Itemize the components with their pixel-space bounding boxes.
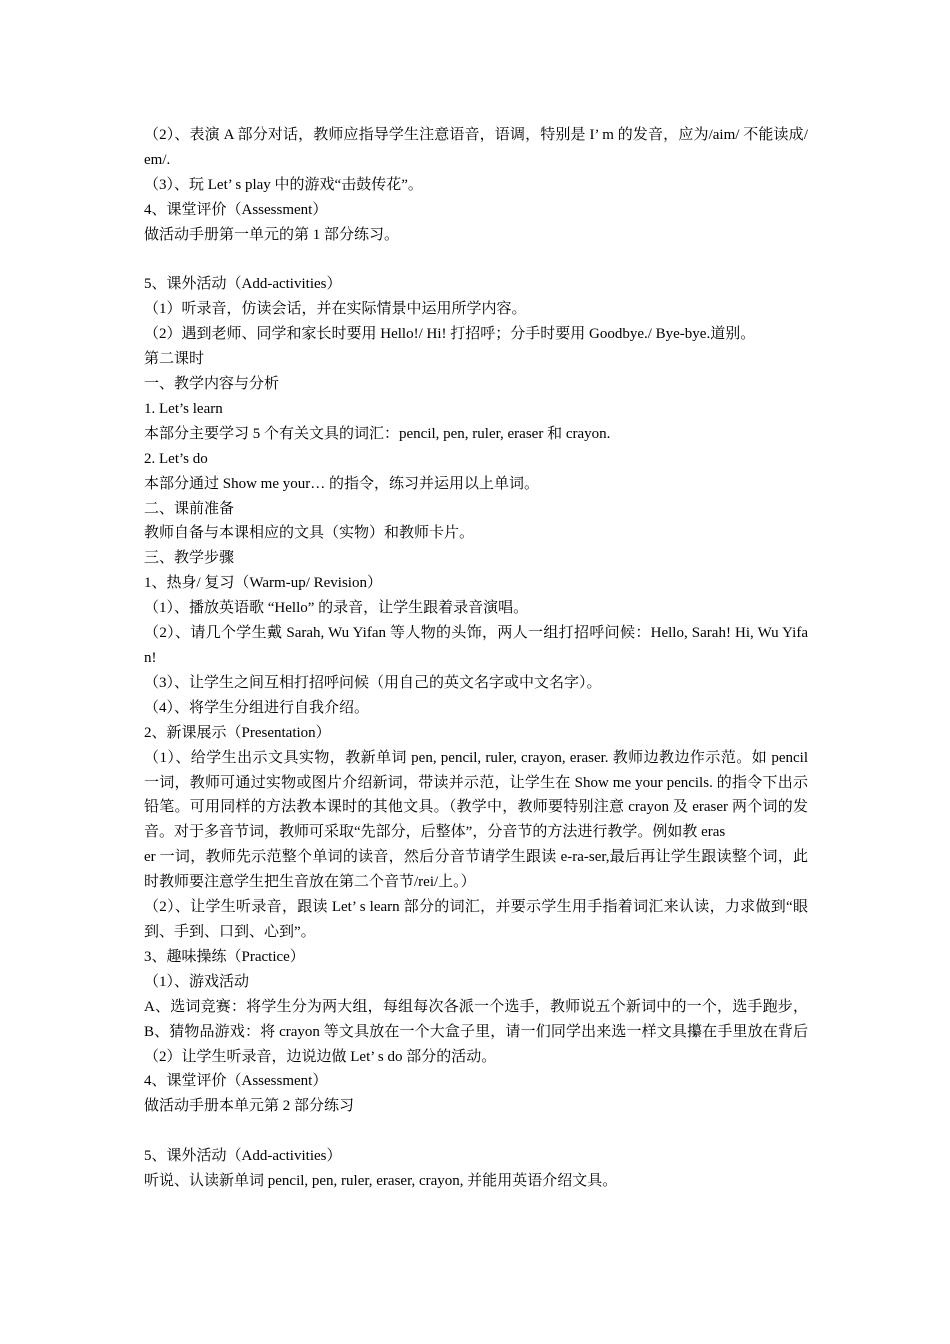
text-line: （2）、表演 A 部分对话，教师应指导学生注意语音，语调，特别是 I’ m 的发音，应为/aim/ 不能读成/em/. bbox=[144, 127, 808, 168]
subsection-heading: 2、新课展示（Presentation） bbox=[144, 724, 331, 741]
text-paragraph: （1）、给学生出示文具实物，教新单词 pen, pencil, ruler, crayon, eraser. 教师边教边作示范。如 pencil 一词，教师可通过实物或图片介绍新词，带读并示范，让学生在 Show me your pencils. 的指令下出示铅笔。可用同样的方法教本课时的其他文具。（教学中，教师要特别注意 crayon 及 eraser 两个词的发音。对于多音节词，教师可采取“先部分，后整体”，分音节的方法进行教学。例如教 eras bbox=[144, 749, 808, 841]
section-heading: 三、教学步骤 bbox=[144, 550, 235, 567]
text-line: （3）、让学生之间互相打招呼问候（用自己的英文名字或中文名字）。 bbox=[144, 674, 602, 691]
subsection-heading: 1、热身/ 复习（Warm-up/ Revision） bbox=[144, 575, 382, 592]
text-line: 听说、认读新单词 pencil, pen, ruler, eraser, crayon, 并能用英语介绍文具。 bbox=[144, 1173, 618, 1190]
text-line: 教师自备与本课相应的文具（实物）和教师卡片。 bbox=[144, 525, 475, 542]
section-heading: 二、课前准备 bbox=[144, 500, 235, 517]
text-paragraph: （2）、让学生听录音，跟读 Let’ s learn 部分的词汇，并要示学生用手指着词汇来认读，力求做到“眼到、手到、口到、心到”。 bbox=[144, 899, 808, 940]
blank-line bbox=[144, 248, 808, 273]
text-line: （3）、玩 Let’ s play 中的游戏“击鼓传花”。 bbox=[144, 176, 423, 193]
text-line: （2）遇到老师、同学和家长时要用 Hello!/ Hi! 打招呼；分手时要用 Goodbye./ Bye-bye.道别。 bbox=[144, 326, 756, 343]
section-heading: 4、课堂评价（Assessment） bbox=[144, 201, 328, 218]
subsection-heading: 3、趣味操练（Practice） bbox=[144, 948, 305, 965]
text-line: （1）、播放英语歌 “Hello” 的录音，让学生跟着录音演唱。 bbox=[144, 600, 529, 617]
text-line: 做活动手册第一单元的第 1 部分练习。 bbox=[144, 226, 400, 243]
text-line: 做活动手册本单元第 2 部分练习 bbox=[144, 1098, 355, 1115]
blank-line bbox=[144, 1119, 808, 1144]
text-line: （2）、请几个学生戴 Sarah, Wu Yifan 等人物的头饰，两人一组打招呼问候：Hello, Sarah! Hi, Wu Yifan! bbox=[144, 625, 808, 667]
document-page bbox=[144, 123, 808, 1194]
subsection-heading: 5、课外活动（Add-activities） bbox=[144, 1148, 342, 1165]
lesson-title: 第二课时 bbox=[144, 351, 205, 368]
section-heading: 一、教学内容与分析 bbox=[144, 376, 280, 393]
text-paragraph: A、选词竞赛：将学生分为两大组，每组每次各派一个选手，教师说五个新词中的一个，选手跑步，B、猜物品游戏：将 crayon 等文具放在一个大盒子里，请一们同学出来选一样文具攥在手里放在背后（2）让学生听录音，边说边做 Let’ s do 部分的活动。 bbox=[144, 998, 808, 1065]
text-line: （1）、游戏活动 bbox=[144, 973, 250, 990]
text-line: 本部分通过 Show me your… 的指令，练习并运用以上单词。 bbox=[144, 475, 539, 492]
subsection-heading: 1. Let’s learn bbox=[144, 400, 223, 417]
subsection-heading: 2. Let’s do bbox=[144, 450, 208, 467]
text-line: 本部分主要学习 5 个有关文具的词汇：pencil, pen, ruler, eraser 和 crayon. bbox=[144, 425, 611, 442]
text-paragraph: er 一词，教师先示范整个单词的读音，然后分音节请学生跟读 e-ra-ser,最后再让学生跟读整个词，此时教师要注意学生把生音放在第二个音节/rei/上。） bbox=[144, 849, 808, 891]
subsection-heading: 4、课堂评价（Assessment） bbox=[144, 1073, 328, 1090]
section-heading: 5、课外活动（Add-activities） bbox=[144, 276, 342, 293]
text-line: （4）、将学生分组进行自我介绍。 bbox=[144, 699, 370, 716]
text-line: （1）听录音，仿读会话，并在实际情景中运用所学内容。 bbox=[144, 301, 527, 318]
